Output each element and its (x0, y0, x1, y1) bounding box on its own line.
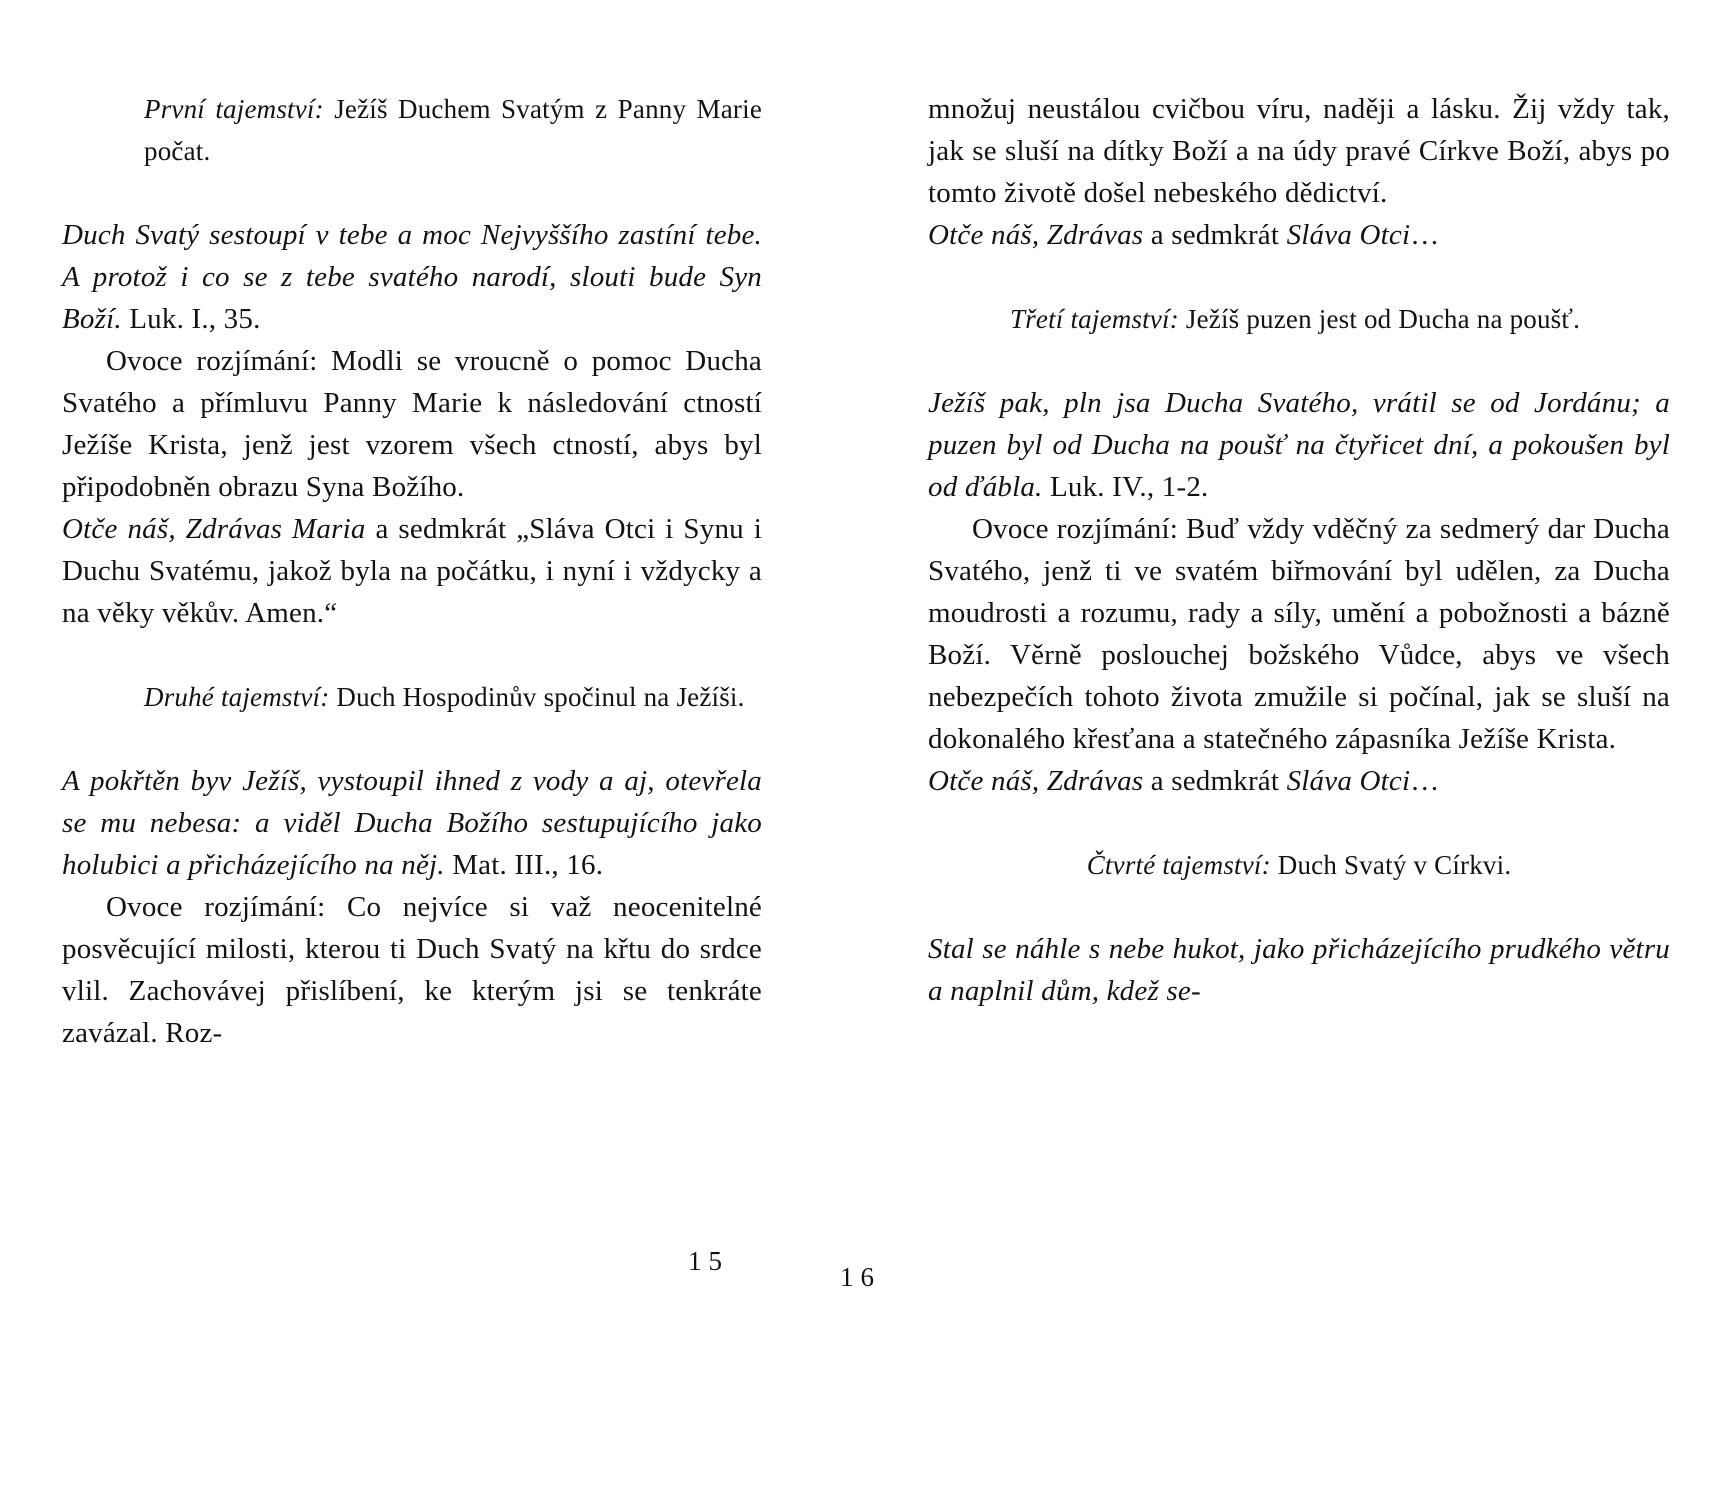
roman-text: a sedmkrát (1143, 765, 1287, 797)
roman-text: Ježíš puzen jest od Ducha na poušť. (1185, 304, 1581, 334)
italic-text: Otče náš, Zdrávas Maria (62, 513, 366, 545)
roman-text: Luk. IV., 1-2. (1049, 471, 1209, 503)
page-number-right: 16 (840, 1262, 881, 1292)
meditation-paragraph (62, 886, 762, 1054)
scripture-quote (62, 214, 762, 340)
roman-text: a sedmkrát (1143, 219, 1287, 251)
scripture-quote (62, 760, 762, 886)
italic-text: Sláva Otci (1286, 765, 1411, 797)
page-right-text (928, 88, 1670, 1012)
roman-text: Mat. III., 16. (452, 849, 604, 881)
roman-text: Ovoce rozjímání: Co nejvíce si važ neocenitelné posvěcující milosti, kterou ti Duch Svatý na křtu do srdce vlil. Zachovávej přislíbení, ke kterým jsi se tenkráte zavázal. Roz- (62, 891, 762, 1049)
roman-text: … (1410, 219, 1440, 251)
italic-text: Otče náš, Zdrávas (928, 219, 1144, 251)
roman-text: … (1410, 765, 1440, 797)
roman-text: Ovoce rozjímání: Modli se vroucně o pomoc Ducha Svatého a přímluvu Panny Marie k následování ctností Ježíše Krista, jenž jest vzorem všech ctností, abys byl připodobněn obrazu Syna Božího. (62, 345, 762, 503)
page-number-left: 15 (688, 1246, 729, 1276)
meditation-paragraph (928, 508, 1670, 760)
roman-text: Ovoce rozjímání: Buď vždy vděčný za sedmerý dar Ducha Svatého, jenž ti ve svatém biřmování byl udělen, za Ducha moudrosti a rozumu, rady a síly, umění a pobožnosti a bázně Boží. Věrně poslouchej božského Vůdce, abys ve všech nebezpečích tohoto života zmužile si počínal, jak se sluší na dokonalého křesťana a statečného zápasníka Ježíše Krista. (928, 513, 1670, 755)
italic-text: Třetí tajemství: (1010, 304, 1186, 334)
prayer-line (928, 760, 1670, 802)
roman-text: Duch Svatý v Církvi. (1277, 850, 1512, 880)
italic-text: Druhé tajemství: (144, 682, 337, 712)
roman-text: Ježíš Duchem Svatým z Panny Marie počat. (144, 94, 762, 166)
prayer-line (928, 214, 1670, 256)
italic-text: Sláva Otci (1286, 219, 1411, 251)
meditation-paragraph (62, 340, 762, 508)
mystery-heading (144, 88, 762, 172)
prayer-line (62, 508, 762, 634)
italic-text: Ježíš pak, pln jsa Ducha Svatého, vrátil se od Jordánu; a puzen byl od Ducha na poušť na čtyřicet dní, a pokoušen byl od ďábla. (928, 387, 1670, 503)
italic-text: Stal se náhle s nebe hukot, jako přicházejícího prudkého větru a naplnil dům, kdež se- (928, 933, 1670, 1007)
page-left-text (62, 88, 762, 1054)
roman-text: Duch Hospodinův spočinul na Ježíši. (336, 682, 745, 712)
italic-text: A pokřtěn byv Ježíš, vystoupil ihned z vody a aj, otevřela se mu nebesa: a viděl Ducha Božího sestupujícího jako holubici a přicházejícího na něj. (62, 765, 762, 881)
italic-text: První tajemství: (144, 94, 335, 124)
mystery-heading (144, 676, 762, 718)
italic-text: Duch Svatý sestoupí v tebe a moc Nejvyššího zastíní tebe. A protož i co se z tebe svatého narodí, slouti bude Syn Boží. (62, 219, 762, 335)
roman-text: a sedmkrát „Sláva Otci i Synu i Duchu Svatému, jakož byla na počátku, i nyní i vždycky a na věky věkův. Amen.“ (62, 513, 763, 629)
italic-text: Otče náš, Zdrávas (928, 765, 1144, 797)
scripture-quote (928, 928, 1670, 1012)
body-paragraph (928, 88, 1670, 214)
mystery-heading (928, 844, 1670, 886)
roman-text: Luk. I., 35. (129, 303, 261, 335)
italic-text: Čtvrté tajemství: (1086, 850, 1278, 880)
roman-text: množuj neustálou cvičbou víru, naději a lásku. Žij vždy tak, jak se sluší na dítky Boží a na údy pravé Církve Boží, abys po tomto životě došel nebeského dědictví. (928, 93, 1670, 209)
mystery-heading (1010, 298, 1670, 340)
scripture-quote (928, 382, 1670, 508)
